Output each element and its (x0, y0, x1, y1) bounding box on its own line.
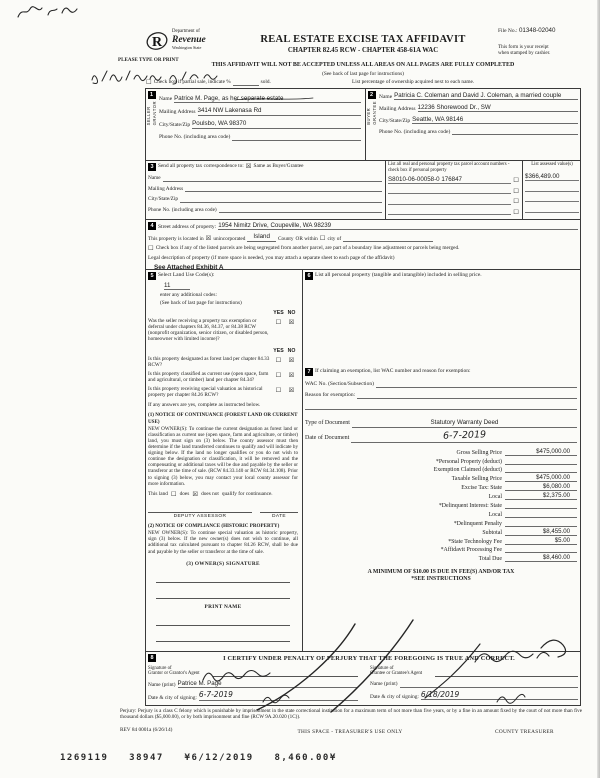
section-number-1: 1 (148, 91, 156, 99)
parcel-row (388, 205, 519, 216)
corr-name-label: Name (148, 175, 161, 182)
city-of-label: city of (327, 235, 342, 242)
parcel-row (388, 194, 519, 205)
form-body (145, 88, 581, 706)
deputy-assessor-label: DEPUTY ASSESSOR (173, 514, 227, 520)
parcel-number-list (388, 173, 519, 215)
money-row (305, 447, 577, 456)
seller-phone-label: Phone No. (including area code) (159, 134, 231, 141)
money-row-label: Total Due (478, 556, 502, 563)
land-use-code-value: 11 (164, 282, 190, 290)
handwritten-scribble-top-left (14, 2, 84, 22)
money-row (305, 482, 577, 491)
money-row (305, 553, 577, 562)
segregated-checkbox: ☐ (148, 244, 154, 253)
form-chapter-line: CHAPTER 82.45 RCW - CHAPTER 458-61A WAC (287, 47, 439, 54)
money-row-label: *Delinquent Penalty (453, 520, 502, 527)
legal-description-value: See Attached Exhibit A (154, 263, 224, 271)
parcel-row (388, 184, 519, 195)
money-row-value (505, 502, 577, 509)
classification-question-row (148, 372, 298, 384)
grantor-signature-label-2: Grantor or Grantor's Agent (148, 671, 200, 677)
grantor-signature-label-1: Signature of (148, 665, 172, 671)
seller-name-value: Patrice M. Page, (174, 94, 220, 102)
assessed-values-header: List assessed value(s) (531, 162, 573, 167)
money-row-label: Excise Tax: State (461, 485, 502, 492)
excise-tax-table (305, 447, 577, 563)
parcel-numbers-column (385, 161, 522, 219)
type-of-document-value: Statutory Warranty Deed (430, 419, 499, 426)
land-use-select-label: Select Land Use Code(s): (158, 272, 215, 278)
money-row-label: Exemption Claimed (deduct) (433, 467, 502, 474)
parcel-number-value (388, 187, 511, 194)
money-row-label: *Personal Property (deduct) (435, 458, 502, 465)
parcel-number-value: S8010-06-00058-0 176847 (388, 176, 511, 184)
street-address-value: 1954 Nimitz Drive, Coupeville, WA 98239 (218, 222, 332, 229)
classification-question-text: Is this property classified as current use (open space, farm and agricultural, or timber) land per chapter 84.34? (148, 370, 269, 383)
treasurer-space-note: THIS SPACE - TREASURER'S USE ONLY (297, 729, 403, 735)
notice-compliance-title: (2) NOTICE OF COMPLIANCE (HISTORIC PROPERTY) (148, 523, 280, 530)
form-title: REAL ESTATE EXCISE TAX AFFIDAVIT (260, 34, 466, 45)
grantee-date-city-value: 6/18/2019 (420, 689, 460, 699)
assessed-value (525, 206, 579, 213)
seller-mailing-value: 3414 NW Lakenasa Rd (197, 107, 262, 115)
section-tax-column (302, 270, 582, 651)
grantor-name-print-label: Name (print) (148, 682, 176, 689)
deputy-assessor-row (148, 505, 298, 519)
land-use-see-back: (See back of last page for instructions) (160, 299, 242, 306)
notice-compliance-body: NEW OWNER(S): To continue special valuation as historic property, sign (3) below. If the new owner(s) does not wish to continue, all additional tax calculated pursuant to chapter 84.26 RCW, shall be due and payable by the seller or transferor at the time of sale. (148, 530, 298, 555)
assessed-value (525, 195, 579, 202)
corr-city-blank (180, 195, 382, 203)
does-not-label: does not (201, 490, 219, 497)
grantor-signature-line (213, 664, 358, 677)
grantor-name-print-value: Patrice M. Page (177, 680, 222, 687)
section-land-use (146, 270, 302, 651)
seller-phone-blank (232, 133, 361, 141)
grantee-signature-label-1: Signature of (370, 665, 394, 671)
receipt-note-line1: This form is your receipt (498, 44, 549, 50)
money-row-label: *Affidavit Processing Fee (440, 547, 502, 554)
classification-question-text: Is this property receiving special valuation as historical property per chapter 84.26 RCW? (148, 385, 263, 398)
grantee-certification (370, 664, 578, 701)
question-yes-checkbox: ☐ (275, 385, 282, 394)
notice-continuance-title: (1) NOTICE OF CONTINUANCE (FOREST LAND OR CURRENT USE) (148, 412, 298, 425)
corr-city-label: City/State/Zip (148, 196, 179, 203)
seller-vertical-label: SELLER (146, 106, 151, 126)
money-row-value (505, 458, 577, 465)
section-number-4: 4 (148, 222, 156, 230)
money-row (305, 456, 577, 465)
money-row (305, 518, 577, 527)
perjury-statement: Perjury: Perjury is a class C felony which is punishable by imprisonment in the state correctional institution for a maximum term of not more than five years, or by a fine in an amount fixed by the court of not more than five thousand dollars ($5,000.00), or by both imprisonment and fine (RCW 9A.20.020 (1C)). (120, 708, 582, 721)
city-of-checkbox: ☐ (319, 234, 326, 243)
legal-description-label: Legal description of property (if more space is needed, you may attach a separate sheet to each page of the affidavit) (148, 255, 395, 262)
money-row (305, 527, 577, 536)
correspondence-send-label: Send all property tax correspondence to: (158, 163, 244, 169)
money-row-value: $5.00 (505, 537, 577, 545)
money-row (305, 545, 577, 554)
money-row-label: *State Technology Fee (448, 538, 502, 545)
money-row (305, 473, 577, 482)
money-row-value: $6,080.00 (505, 483, 577, 491)
personal-property-label: List all personal property (tangible and intangible) included in selling price. (315, 272, 482, 278)
question-no-checkbox: ☒ (288, 385, 295, 394)
money-row-value: $2,375.00 (505, 492, 577, 500)
reason-exemption-blank (357, 392, 577, 400)
money-row-value (505, 511, 577, 518)
buyer-mailing-label: Mailing Address (379, 105, 416, 112)
money-row-value (505, 520, 577, 527)
unincorporated-label: unincorporated (213, 235, 246, 242)
parcel-numbers-header: List all real and personal property tax parcel account numbers - check box if personal property (388, 162, 510, 173)
assessed-values-column (522, 161, 582, 219)
personal-property-checkbox: ☐ (513, 197, 519, 206)
money-row (305, 465, 577, 474)
question-no-checkbox: ☒ (288, 370, 295, 379)
continuance-suffix: qualify for continuance. (221, 490, 273, 497)
or-within-label: OR within (295, 235, 318, 242)
buyer-mailing-value: 12236 Shorewood Dr., SW (417, 103, 491, 111)
county-value: Island (247, 233, 276, 241)
no-header: NO (287, 310, 296, 316)
classification-question-row (148, 357, 298, 369)
assessed-value-list (525, 171, 579, 213)
grantor-date-city-value: 6-7-2019 (198, 690, 233, 700)
money-row-label: Taxable Selling Price (451, 476, 502, 483)
section-property (146, 220, 582, 269)
logo-state-line: Washington State (172, 44, 202, 50)
county-label: County (277, 235, 294, 242)
continuance-row (148, 491, 298, 497)
classification-question-row (148, 387, 298, 399)
same-as-buyer-label: Same as Buyer/Grantee (253, 163, 304, 169)
section-correspondence (146, 161, 385, 219)
deferral-question-row (148, 319, 298, 343)
street-address-label: Street address of property: (158, 223, 217, 230)
deputy-assessor-signature-line (148, 505, 252, 513)
if-yes-note: If any answers are yes, complete as instructed below. (148, 402, 261, 409)
rev-form-number: REV 84 0001a (6/26/14) (120, 727, 173, 733)
grantor-vertical-label: GRANTOR (152, 101, 157, 126)
parcel-number-value (388, 198, 511, 205)
grantor-certification (148, 664, 358, 701)
owners-signature-heading: (3) OWNER(S) SIGNATURE (186, 560, 260, 567)
grantee-signature-line (435, 664, 578, 677)
owner-signature-line-2 (156, 592, 290, 599)
personal-property-checkbox: ☐ (513, 176, 519, 185)
deputy-date-label: DATE (271, 514, 287, 520)
assessed-row (525, 171, 579, 182)
located-in-label: This property is located in (148, 235, 204, 242)
cashier-validation-stamp: 1269119 38947 ¥6/12/2019 8,460.00¥ (60, 753, 337, 763)
corr-phone-label: Phone No. (including area code) (148, 206, 217, 213)
corr-mailing-label: Mailing Address (148, 185, 184, 192)
does-label: does (179, 490, 190, 497)
section-number-5: 5 (148, 272, 156, 280)
money-row-value: $8,455.00 (505, 528, 577, 536)
continuance-prefix: This land (148, 490, 168, 497)
see-back-note: (See back of last page for instructions) (322, 70, 404, 77)
buyer-name-label: Name (379, 93, 393, 100)
money-row-value: $475,000.00 (505, 448, 577, 456)
yes-header-2: YES (273, 347, 284, 354)
buyer-city-value: Seattle, WA 98146 (412, 115, 464, 123)
additional-codes-label: enter any additional codes: (160, 292, 217, 298)
corr-mailing-blank (185, 185, 382, 193)
money-row-value: $8,460.00 (505, 554, 577, 562)
owner-signature-line-1 (156, 576, 290, 583)
grantee-name-print-label: Name (print) (370, 681, 398, 688)
reason-exemption-label: Reason for exemption: (305, 392, 356, 399)
money-row (305, 491, 577, 500)
buyer-phone-blank (452, 128, 578, 136)
section-seller (146, 89, 365, 160)
deputy-date-line (260, 505, 298, 513)
grantee-signature-label-2: Grantee or Grantee's Agent (370, 671, 423, 677)
does-not-checkbox: ☒ (192, 489, 199, 498)
reason-exemption-blank-2 (305, 405, 577, 410)
money-row (305, 509, 577, 518)
print-name-heading: PRINT NAME (204, 603, 242, 610)
corr-phone-blank (219, 206, 382, 214)
seller-mailing-label: Mailing Address (159, 109, 196, 116)
grantee-date-city-label: Date & city of signing: (370, 694, 419, 701)
classification-question-text: Is this property designated as forest land per chapter 84.33 RCW? (148, 355, 270, 368)
no-header-2: NO (287, 347, 296, 354)
section-number-6: 6 (305, 272, 313, 280)
seller-city-label: City/State/Zip (159, 122, 191, 129)
money-row-label: Gross Selling Price (456, 449, 502, 456)
parcel-row (388, 173, 519, 184)
buyer-vertical-label: BUYER (366, 107, 371, 125)
partial-sale-suffix: sold. (260, 79, 271, 86)
seller-city-value: Poulsbo, WA 98370 (192, 120, 247, 128)
money-row-label: *Delinquent Interest: State (438, 502, 502, 509)
type-of-document-label: Type of Document (305, 420, 350, 427)
form-warning: THIS AFFIDAVIT WILL NOT BE ACCEPTED UNLESS ALL AREAS ON ALL PAGES ARE FULLY COMPLETED (211, 62, 515, 68)
deferral-no-checkbox: ☒ (288, 318, 295, 326)
partial-sale-checkbox: ☐ (146, 78, 152, 87)
certify-statement: I CERTIFY UNDER PENALTY OF PERJURY THAT THE FOREGOING IS TRUE AND CORRECT. (223, 654, 515, 662)
money-row-label: Subtotal (482, 529, 502, 536)
section-number-3: 3 (148, 163, 156, 171)
unincorporated-checkbox: ☒ (205, 234, 212, 243)
buyer-name-value: Patricia C. Coleman and David J. Coleman, a married couple (394, 92, 562, 99)
please-type-note: PLEASE TYPE OR PRINT (118, 57, 179, 63)
date-of-document-label: Date of Document (305, 435, 350, 442)
section-number-8: 8 (148, 654, 156, 662)
money-row (305, 536, 577, 545)
receipt-note-line2: when stamped by cashier. (498, 50, 551, 57)
same-as-buyer-checkbox: ☒ (245, 162, 252, 170)
grantee-vertical-label: GRANTEE (372, 101, 377, 125)
date-of-document-value: 6-7-2019 (442, 429, 486, 442)
wac-number-blank (376, 380, 577, 388)
question-yes-checkbox: ☐ (275, 370, 282, 379)
section-buyer (366, 89, 582, 160)
money-row-label: Local (488, 494, 502, 501)
classification-question-list (148, 357, 298, 399)
segregated-text: Check box if any of the listed parcels are being segregated from another parcel, are part of a boundary line adjustment or parcels being merged. (155, 245, 460, 252)
partial-sale-label: Check box if partial sale, indicate % (153, 79, 231, 86)
deferral-question-text: Was the seller receiving a property tax exemption or deferral under chapters 84.36, 84.37, or 84.38 RCW (nonprofit organization, senior citizen, or disabled person, homeowner with limited income)? (148, 318, 269, 342)
svg-text:R: R (152, 35, 163, 50)
question-no-checkbox: ☒ (288, 355, 295, 364)
assessed-row (525, 202, 579, 213)
exemption-intro-label: If claiming an exemption, list WAC number and reason for exemption: (315, 368, 471, 374)
money-row-value (505, 546, 577, 553)
logo-dept-line: Department of (172, 29, 200, 34)
partial-sale-percent-blank (233, 78, 259, 86)
money-row-value (505, 466, 577, 473)
assessed-row (525, 181, 579, 192)
minimum-due-note: A MINIMUM OF $10.00 IS DUE IN FEE(S) AND/OR TAX (367, 569, 515, 576)
parcel-number-value (388, 208, 511, 215)
print-name-line-2 (156, 635, 290, 642)
does-checkbox: ☐ (170, 489, 177, 498)
section-number-2: 2 (368, 91, 376, 99)
deferral-yes-checkbox: ☐ (275, 318, 282, 326)
partial-sale-line (146, 78, 351, 86)
money-row-label: Local (488, 511, 502, 518)
notice-continuance-body: NEW OWNER(S): To continue the current designation as forest land or classification as current use (open space, farm and agriculture, or timber) land, you must sign on (3) below. The county assessor must then determine if the land transferred continues to qualify and will indicate by signing below. If the land no longer qualifies or you do not wish to continue the designation or classification, it will be removed and the compensating or additional taxes will be due and payable by the seller or transferor at the time of sale. (RCW 84.33.140 or RCW 84.34.108). Prior to signing (3) below, you may contact your local county assessor for more information. (148, 425, 298, 487)
seller-name-extra: as her separate estate (221, 94, 284, 102)
money-row-value: $475,000.00 (505, 474, 577, 482)
file-number-label: File No.: (498, 28, 518, 34)
county-treasurer-label: COUNTY TREASURER (495, 729, 554, 735)
assessed-value: $366,489.00 (525, 173, 579, 181)
see-instructions-note: *SEE INSTRUCTIONS (411, 576, 471, 583)
yes-header: YES (273, 310, 284, 316)
file-number-value: 01348-02040 (518, 27, 556, 34)
buyer-city-label: City/State/Zip (379, 117, 411, 124)
wac-number-label: WAC No. (Section/Subsection) (305, 380, 374, 387)
question-yes-checkbox: ☐ (275, 355, 282, 364)
assessed-row (525, 192, 579, 203)
buyer-phone-label: Phone No. (including area code) (379, 128, 451, 135)
personal-property-checkbox: ☐ (513, 186, 519, 195)
money-row (305, 500, 577, 509)
seller-name-label: Name (159, 96, 173, 103)
logo-revenue-line: Revenue (172, 34, 206, 45)
section-number-7: 7 (305, 368, 313, 376)
assessed-value (525, 185, 579, 192)
print-name-line-1 (156, 619, 290, 626)
city-of-blank (343, 234, 433, 242)
corr-name-blank (163, 174, 382, 182)
personal-property-checkbox: ☐ (513, 207, 519, 216)
ownership-note: List percentage of ownership acquired next to each name. (352, 79, 475, 85)
grantor-date-city-label: Date & city of signing: (148, 694, 197, 701)
section-certification (146, 652, 582, 707)
